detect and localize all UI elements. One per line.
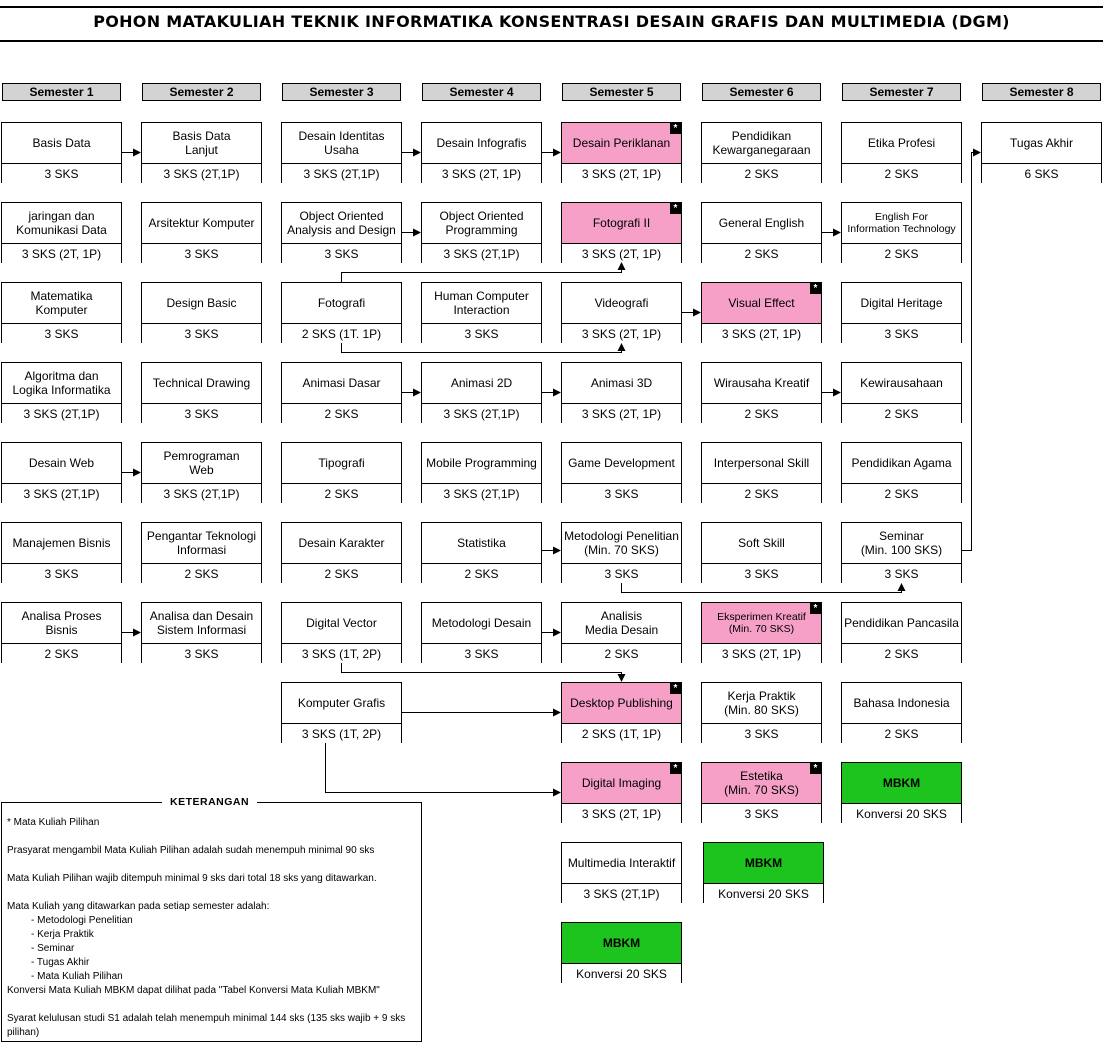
semester-header-8: Semester 8 [982, 83, 1101, 101]
course-name: Mobile Programming [426, 456, 537, 470]
elective-marker-icon: * [670, 203, 681, 214]
course-sks: 2 SKS [282, 403, 401, 423]
course-name: Basis Data Lanjut [172, 129, 231, 157]
legend-line: Mata Kuliah Pilihan wajib ditempuh minimal 9 sks dari total 18 sks yang ditawarkan. [7, 873, 377, 884]
course-name: Digital Imaging [562, 763, 681, 803]
course-name: Fotografi [317, 296, 366, 310]
legend-list-item: - Tugas Akhir [31, 957, 90, 968]
semester-header-2: Semester 2 [142, 83, 261, 101]
course-sks: 3 SKS (2T, 1P) [2, 243, 121, 263]
course-name: Pengantar Teknologi Informasi [146, 529, 257, 557]
course-sks: 3 SKS [702, 563, 821, 583]
course-sks: Konversi 20 SKS [842, 803, 961, 823]
course-name: Eksperimen Kreatif (Min. 70 SKS) [702, 603, 821, 643]
course-name: English For Information Technology [847, 211, 956, 235]
course-name: Object Oriented Programming [439, 209, 524, 237]
course-sks: 3 SKS [2, 563, 121, 583]
semester-header-3: Semester 3 [282, 83, 401, 101]
course-sks: 3 SKS [702, 803, 821, 823]
legend-box [1, 796, 422, 1042]
course-sks: 3 SKS [842, 563, 961, 583]
semester-header-5: Semester 5 [562, 83, 681, 101]
course-sks: 3 SKS [842, 323, 961, 343]
course-sks: 3 SKS (2T,1P) [2, 403, 121, 423]
course-sks: 2 SKS [702, 483, 821, 503]
course-name: Videografi [594, 296, 649, 310]
course-sks: 3 SKS [2, 163, 121, 183]
page-title: POHON MATAKULIAH TEKNIK INFORMATIKA KONSENTRASI DESAIN GRAFIS DAN MULTIMEDIA (DGM) [93, 12, 1010, 31]
course-name: Desain Periklanan [562, 123, 681, 163]
course-sks: 3 SKS [562, 483, 681, 503]
course-sks: 3 SKS (2T, 1P) [562, 163, 681, 183]
course-sks: 3 SKS (2T, 1P) [422, 163, 541, 183]
course-sks: 3 SKS (2T, 1P) [702, 643, 821, 663]
course-sks: 3 SKS (2T,1P) [422, 483, 541, 503]
course-sks: 2 SKS [842, 723, 961, 743]
course-sks: 2 SKS [282, 483, 401, 503]
course-sks: 2 SKS (1T. 1P) [282, 323, 401, 343]
course-sks: 2 SKS [142, 563, 261, 583]
course-sks: 3 SKS (2T,1P) [422, 243, 541, 263]
course-name: Analisis Media Desain [584, 609, 659, 637]
course-name: Design Basic [166, 296, 237, 310]
course-name: Digital Vector [306, 616, 377, 630]
course-sks: 2 SKS [422, 563, 541, 583]
course-name: Bahasa Indonesia [853, 696, 950, 710]
course-sks: 6 SKS [982, 163, 1101, 183]
course-sks: 3 SKS (2T,1P) [142, 163, 261, 183]
elective-marker-icon: * [810, 283, 821, 294]
course-name: Interpersonal Skill [713, 456, 810, 470]
course-name: Seminar (Min. 100 SKS) [860, 529, 943, 557]
course-sks: Konversi 20 SKS [704, 883, 823, 903]
course-sks: 2 SKS [2, 643, 121, 663]
course-sks: 2 SKS [842, 483, 961, 503]
course-sks: 2 SKS [702, 163, 821, 183]
elective-marker-icon: * [670, 763, 681, 774]
course-name: Basis Data [32, 136, 91, 150]
course-name: Animasi 2D [450, 376, 513, 390]
course-sks: 3 SKS (2T,1P) [142, 483, 261, 503]
course-name: Pendidikan Kewarganegaraan [712, 129, 811, 157]
legend-line: * Mata Kuliah Pilihan [7, 817, 100, 828]
course-name: MBKM [562, 923, 681, 963]
course-name: Desain Karakter [298, 536, 385, 550]
course-name: Human Computer Interaction [434, 289, 529, 317]
course-sks: 3 SKS (1T, 2P) [282, 643, 401, 663]
course-sks: 3 SKS [142, 243, 261, 263]
course-sks: 3 SKS [422, 643, 541, 663]
course-name: Algoritma dan Logika Informatika [12, 369, 111, 397]
semester-header-1: Semester 1 [2, 83, 121, 101]
course-sks: 3 SKS (2T, 1P) [562, 403, 681, 423]
legend-list-item: - Mata Kuliah Pilihan [31, 971, 123, 982]
course-name: Animasi 3D [590, 376, 653, 390]
course-name: Etika Profesi [867, 136, 936, 150]
legend-line: Mata Kuliah yang ditawarkan pada setiap semester adalah: [7, 901, 270, 912]
course-name: Statistika [457, 536, 506, 550]
course-name: Game Development [568, 456, 675, 470]
semester-header-7: Semester 7 [842, 83, 961, 101]
course-name: Soft Skill [738, 536, 785, 550]
arrow-komputer-grafis-to-digital-imaging [326, 743, 561, 793]
course-name: Wirausaha Kreatif [713, 376, 810, 390]
course-name: Pendidikan Agama [851, 456, 952, 470]
elective-marker-icon: * [810, 603, 821, 614]
course-name: Technical Drawing [152, 376, 251, 390]
course-name: MBKM [842, 763, 961, 803]
course-name: Manajemen Bisnis [12, 536, 111, 550]
semester-header-6: Semester 6 [702, 83, 821, 101]
legend-line: Syarat kelulusan studi S1 adalah telah menempuh minimal 144 sks (135 sks wajib + 9 sks pilihan) [7, 1013, 406, 1038]
course-sks: 2 SKS [562, 643, 681, 663]
course-sks: 3 SKS [422, 323, 541, 343]
course-sks: 3 SKS [142, 403, 261, 423]
course-sks: 2 SKS [702, 403, 821, 423]
legend-line: Konversi Mata Kuliah MBKM dapat dilihat pada "Tabel Konversi Mata Kuliah MBKM" [7, 985, 380, 996]
course-sks: 3 SKS (1T, 2P) [282, 723, 401, 743]
course-sks: Konversi 20 SKS [562, 963, 681, 983]
course-name: Metodologi Desain [431, 616, 532, 630]
course-sks: 3 SKS (2T,1P) [562, 883, 681, 903]
course-sks: 2 SKS [842, 403, 961, 423]
legend-title: KETERANGAN [162, 795, 257, 809]
legend-body [7, 816, 417, 1040]
course-name: Kerja Praktik (Min. 80 SKS) [724, 689, 799, 717]
course-name: Fotografi II [562, 203, 681, 243]
course-sks: 3 SKS [142, 643, 261, 663]
legend-list-item: - Metodologi Penelitian [31, 915, 133, 926]
elective-marker-icon: * [670, 123, 681, 134]
course-name: Digital Heritage [860, 296, 943, 310]
course-sks: 3 SKS [282, 243, 401, 263]
semester-header-4: Semester 4 [422, 83, 541, 101]
course-name: Object Oriented Analysis and Design [287, 209, 396, 237]
course-sks: 3 SKS [142, 323, 261, 343]
course-name: Analisa Proses Bisnis [21, 609, 102, 637]
course-name: Tugas Akhir [1010, 136, 1073, 150]
course-name: Estetika (Min. 70 SKS) [702, 763, 821, 803]
course-name: Animasi Dasar [302, 376, 381, 390]
arrow-fotografi-to-fotografi-2 [342, 263, 622, 282]
course-sks: 3 SKS (2T, 1P) [702, 323, 821, 343]
course-sks: 3 SKS (2T,1P) [2, 483, 121, 503]
arrow-seminar-to-tugas-akhir [962, 153, 980, 551]
course-name: General English [718, 216, 805, 230]
legend-list-item: - Seminar [31, 943, 75, 954]
course-sks: 2 SKS [842, 163, 961, 183]
course-name: Desain Identitas Usaha [298, 129, 385, 157]
course-sks: 3 SKS (2T, 1P) [562, 323, 681, 343]
course-sks: 3 SKS (2T, 1P) [562, 803, 681, 823]
course-sks: 2 SKS [842, 643, 961, 663]
course-sks: 2 SKS (1T, 1P) [562, 723, 681, 743]
course-sks: 3 SKS (2T, 1P) [562, 243, 681, 263]
course-sks: 3 SKS [562, 563, 681, 583]
course-name: Desain Infografis [436, 136, 527, 150]
course-name: Matematika Komputer [30, 289, 93, 317]
arrow-fotografi-to-videografi [342, 343, 622, 353]
course-name: Analisa dan Desain Sistem Informasi [149, 609, 254, 637]
elective-marker-icon: * [670, 683, 681, 694]
arrow-digital-vector-to-desktop-publishing [342, 663, 622, 681]
course-sks: 2 SKS [282, 563, 401, 583]
course-name: Arsitektur Komputer [148, 216, 255, 230]
legend-line: Prasyarat mengambil Mata Kuliah Pilihan adalah sudah menempuh minimal 90 sks [7, 845, 375, 856]
course-sks: 2 SKS [702, 243, 821, 263]
course-name: Desktop Publishing [562, 683, 681, 723]
course-name: Pendidikan Pancasila [844, 616, 959, 630]
course-sks: 3 SKS [2, 323, 121, 343]
course-name: Pemrograman Web [163, 449, 240, 477]
course-name: Desain Web [28, 456, 95, 470]
course-name: MBKM [704, 843, 823, 883]
course-sks: 3 SKS [702, 723, 821, 743]
course-name: jaringan dan Komunikasi Data [16, 209, 107, 237]
course-sks: 3 SKS (2T,1P) [422, 403, 541, 423]
course-name: Komputer Grafis [297, 696, 386, 710]
course-name: Metodologi Penelitian (Min. 70 SKS) [564, 529, 679, 557]
course-name: Tipografi [318, 456, 365, 470]
legend-list-item: - Kerja Praktik [31, 929, 94, 940]
course-sks: 3 SKS (2T,1P) [282, 163, 401, 183]
course-name: Visual Effect [702, 283, 821, 323]
course-sks: 2 SKS [842, 243, 961, 263]
course-name: Multimedia Interaktif [567, 856, 676, 870]
elective-marker-icon: * [810, 763, 821, 774]
arrow-metodologi-penelitian-to-seminar [622, 583, 902, 593]
course-name: Kewirausahaan [860, 376, 943, 390]
